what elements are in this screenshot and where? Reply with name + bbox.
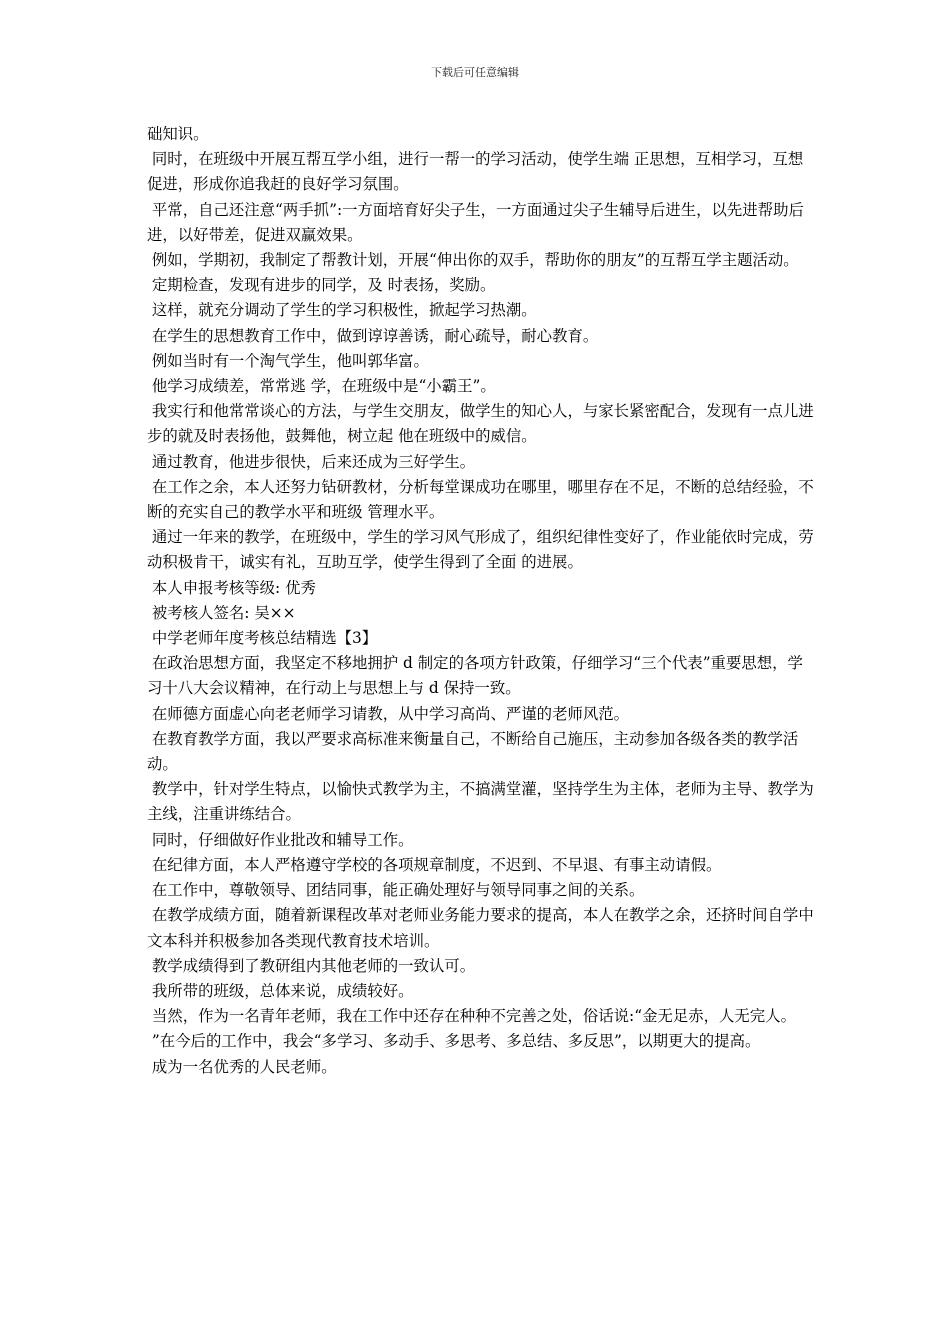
paragraph: ”在今后的工作中，我会“多学习、多动手、多思考、多总结、多反思”，以期更大的提高。: [147, 1032, 761, 1051]
paragraph: 例如，学期初，我制定了帮教计划，开展“伸出你的双手，帮助你的朋友”的互帮互学主题活动。: [147, 251, 799, 270]
grade-line: 本人申报考核等级: 优秀: [147, 578, 316, 597]
paragraph: 这样，就充分调动了学生的学习积极性，掀起学习热潮。: [147, 301, 537, 320]
paragraph: 在纪律方面，本人严格遵守学校的各项规章制度，不迟到、不早退、有事主动请假。: [147, 855, 722, 874]
signature-line: 被考核人签名: 吴××: [147, 603, 296, 622]
paragraph: 平常，自己还注意“两手抓”:一方面培育好尖子生，一方面通过尖子生辅导后进生，以先进帮助后 进，以好带差，促进双赢效果。: [147, 200, 809, 244]
paragraph: 通过一年来的教学，在班级中，学生的学习风气形成了，组织纪律性变好了，作业能依时完成，劳动积极肯干，诚实有礼，互助互学，使学生得到了全面 的进展。: [147, 528, 814, 572]
paragraph: 当然，作为一名青年老师，我在工作中还存在种种不完善之处，俗话说:“金无足赤，人无完人。: [147, 1007, 796, 1026]
paragraph: 在教育教学方面，我以严要求高标准来衡量自己，不断给自己施压，主动参加各级各类的教学活动。: [147, 729, 799, 774]
paragraph: 在工作之余，本人还努力钻研教材，分析每堂课成功在哪里，哪里存在不足，不断的总结经验，不断的充实自己的教学水平和班级 管理水平。: [147, 477, 814, 522]
paragraph: 例如当时有一个淘气学生，他叫郭华富。: [147, 351, 429, 370]
paragraph: 教学成绩得到了教研组内其他老师的一致认可。: [147, 956, 476, 975]
paragraph: 通过教育，他进步很快，后来还成为三好学生。: [147, 452, 476, 471]
document-body: [147, 122, 815, 1080]
paragraph: 成为一名优秀的人民老师。: [147, 1057, 337, 1076]
paragraph: 教学中，针对学生特点，以愉快式教学为主，不搞满堂灌，坚持学生为主体，老师为主导、教学为主线，注重讲练结合。: [147, 780, 814, 824]
section-title: 中学老师年度考核总结精选【3】: [147, 629, 378, 648]
paragraph: 定期检查，发现有进步的同学，及 时表扬，奖励。: [147, 276, 496, 295]
paragraph: 同时，在班级中开展互帮互学小组，进行一帮一的学习活动，使学生端 正思想，互相学习，互想促进，形成你追我赶的良好学习氛围。: [147, 150, 804, 194]
paragraph: 在教学成绩方面，随着新课程改革对老师业务能力要求的提高，本人在教学之余，还挤时间自学中文本科并积极参加各类现代教育技术培训。: [147, 906, 814, 950]
paragraph: 我所带的班级，总体来说，成绩较好。: [147, 981, 414, 1000]
page-header: 下载后可任意编辑: [431, 66, 519, 79]
paragraph: 在学生的思想教育工作中，做到谆谆善诱，耐心疏导，耐心教育。: [147, 326, 599, 345]
paragraph: 他学习成绩差，常常逃 学，在班级中是“小霸王”。: [147, 377, 496, 396]
paragraph: 在师德方面虚心向老老师学习请教，从中学习高尚、严谨的老师风范。: [147, 704, 630, 723]
paragraph: 我实行和他常常谈心的方法，与学生交朋友，做学生的知心人，与家长紧密配合，发现有一点儿进步的就及时表扬他，鼓舞他，树立起 他在班级中的威信。: [147, 402, 814, 446]
paragraph: 础知识。: [147, 125, 209, 143]
paragraph: 在工作中，尊敬领导、团结同事，能正确处理好与领导同事之间的关系。: [147, 881, 645, 900]
paragraph: 在政治思想方面，我坚定不移地拥护 d 制定的各项方针政策，仔细学习“三个代表”重要思想，学习十八大会议精神，在行动上与思想上与 d 保持一致。: [147, 654, 803, 698]
paragraph: 同时，仔细做好作业批改和辅导工作。: [147, 830, 414, 849]
